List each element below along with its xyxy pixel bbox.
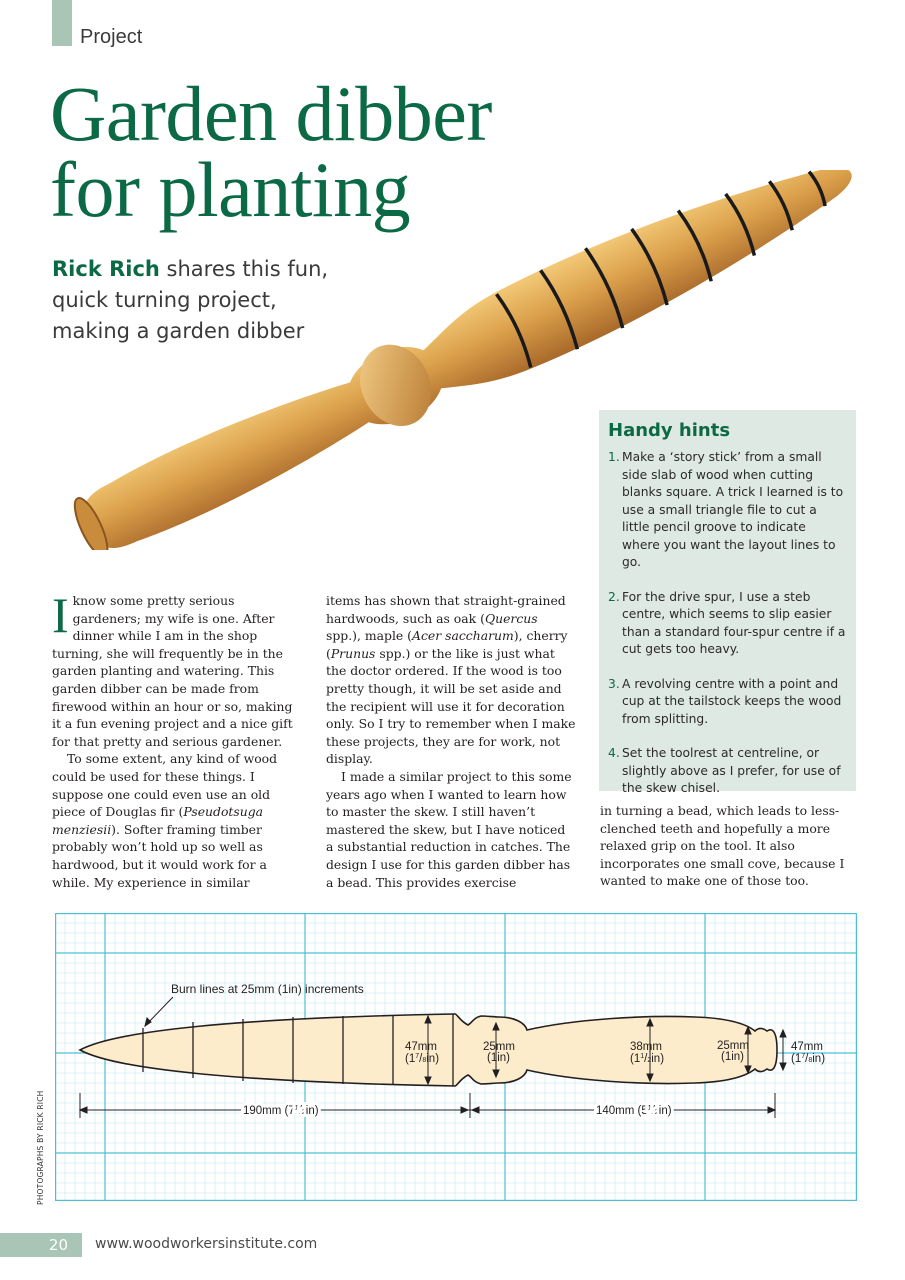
paragraph-text: items has shown that straight-grained hardwoods, such as oak ( <box>326 593 566 626</box>
dimension-label: $(1^7/8in)$ <box>791 1053 826 1065</box>
dimension-label: $(1^7/8in)$ <box>405 1053 440 1065</box>
body-paragraph <box>52 750 302 891</box>
latin-name: Acer saccharum <box>412 628 514 644</box>
hint-text: For the drive spur, I use a steb centre, which seems to slip easier than a standard four-spur centre if a cut gets too heavy. <box>622 589 846 656</box>
dimension-drawing <box>55 913 857 1201</box>
drop-cap: I <box>52 587 69 643</box>
dimension-label: 47mm <box>405 1041 437 1053</box>
standfirst <box>52 254 352 347</box>
hint-item <box>608 589 846 659</box>
paragraph-text: know some pretty serious gardeners; my wife is one. After dinner while I am in the shop turning, she will frequently be in the garden planting and watering. This garden dibber can be made from firewood within an hour or so, making it a fun evening project and a nice gift for that pretty and serious gardener. <box>52 593 293 749</box>
title-line-2: for planting <box>50 146 411 233</box>
footer-url: www.woodworkersinstitute.com <box>95 1236 318 1252</box>
burn-lines-label: Burn lines at 25mm (1in) increments <box>171 982 364 996</box>
dimension-label: (1in) <box>721 1051 745 1063</box>
hint-text: A revolving centre with a point and cup at the tailstock keeps the wood from splitting. <box>622 676 842 726</box>
page-number: 20 <box>0 1233 82 1257</box>
hint-number: 2. <box>608 589 620 604</box>
dimension-label: 47mm <box>791 1041 823 1053</box>
body-paragraph: I made a similar project to this some years ago when I wanted to learn how to master the skew. I still haven’t mastered the skew, but I have noticed a substantial reduction in catches. The design I use for this garden dibber has a bead. This provides exercise <box>326 768 572 890</box>
latin-name: Pseudotsuga menziesii <box>52 804 264 837</box>
standfirst-text: shares this fun, quick turning project, making a garden dibber <box>52 257 329 343</box>
paragraph-text: spp.) or the like is just what the doctor ordered. If the wood is too pretty though, it will be set aside and the recipient will use it for decoration only. So I try to remember when I make these projects, they are for work, not display. <box>326 645 576 767</box>
hint-number: 3. <box>608 676 620 691</box>
body-paragraph <box>326 592 576 768</box>
body-paragraph <box>52 587 302 750</box>
hint-item <box>608 449 846 572</box>
paragraph-text: ). Softer framing timber probably won’t hold up so well as hardwood, but it would work for a while. My experience in similar <box>52 821 267 890</box>
hint-text: Set the toolrest at centreline, or slightly above as I prefer, for use of the skew chisel. <box>622 746 841 795</box>
paragraph-text: To some extent, any kind of wood could be used for these things. I suppose one could even use an old piece of Douglas fir ( <box>52 751 278 820</box>
section-label: Project <box>80 26 143 48</box>
hints-list <box>608 449 846 798</box>
dimension-label: $(1^1/2in)$ <box>630 1053 665 1065</box>
length-label: 190mm $(7^1/2in)$ <box>243 1105 319 1117</box>
hints-title: Handy hints <box>608 420 731 441</box>
paragraph-text: spp.), maple ( <box>326 628 413 644</box>
body-column-2 <box>326 592 576 891</box>
hint-text: Make a ‘story stick’ from a small side slab of wood when cutting blanks square. A trick I learned is to use a small triangle file to cut a little pencil groove to indicate where you want the layout lines to go. <box>622 450 844 569</box>
body-column-1 <box>52 587 302 891</box>
dimension-label: (1in) <box>487 1052 511 1064</box>
length-label: 140mm $(5^1/2in)$ <box>596 1105 672 1117</box>
hint-number: 4. <box>608 746 620 760</box>
hint-number: 1. <box>608 450 620 464</box>
author-name: Rick Rich <box>52 257 160 281</box>
dimension-label: 25mm <box>483 1041 515 1053</box>
paragraph-text: ), cherry ( <box>326 628 568 661</box>
latin-name: Quercus <box>484 610 538 626</box>
body-paragraph: in turning a bead, which leads to less-clenched teeth and hopefully a more relaxed grip on the tool. It also incorporates one small cove, because I wanted to make one of those too. <box>600 803 845 889</box>
title-line-1: Garden dibber <box>50 70 492 157</box>
hint-item <box>608 745 846 798</box>
handy-hints-box <box>599 410 856 795</box>
dimension-label: 25mm <box>717 1040 749 1052</box>
section-marker <box>52 0 72 46</box>
photo-credit: PHOTOGRAPHS BY RICK RICH <box>36 1090 45 1205</box>
hint-item <box>608 676 846 729</box>
latin-name: Prunus <box>330 645 376 661</box>
body-column-3 <box>600 802 850 890</box>
dimension-label: 38mm <box>630 1041 662 1053</box>
